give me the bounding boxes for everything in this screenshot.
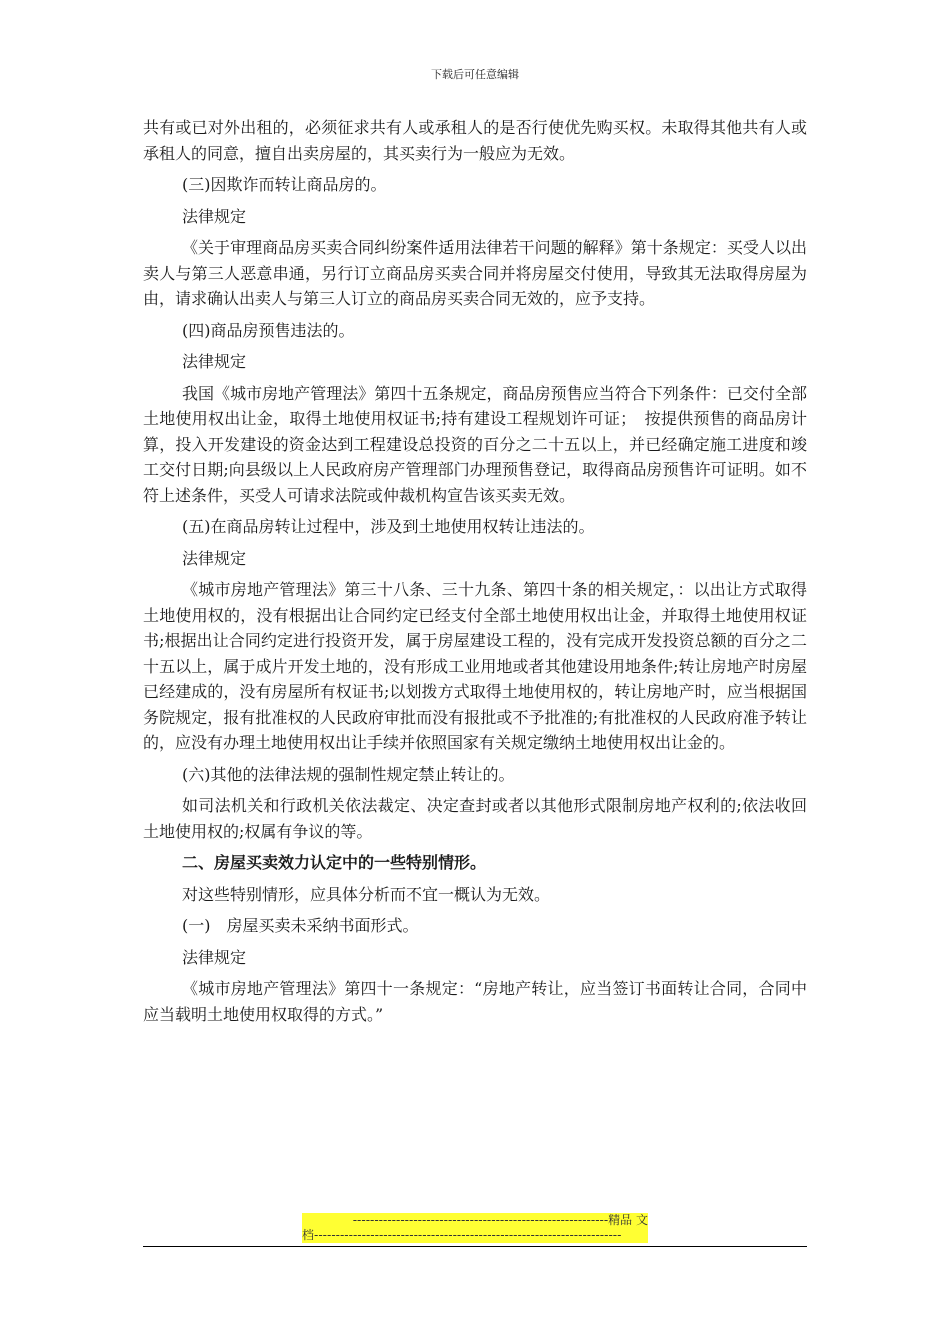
paragraph: (五)在商品房转让过程中，涉及到土地使用权转让违法的。 xyxy=(182,517,595,536)
footer-watermark-line: -----------------------------------------------------------精品 文 xyxy=(302,1213,648,1228)
paragraph: 法律规定 xyxy=(182,206,247,226)
footer-watermark-line: 档----------------------------------------------------------------------- xyxy=(302,1228,648,1243)
paragraph: 如司法机关和行政机关依法裁定、决定查封或者以其他形式限制房地产权利的;依法收回土地使用权的;权属有争议的等。 xyxy=(143,796,807,841)
footer-watermark xyxy=(302,1213,648,1243)
document-body xyxy=(143,115,807,1033)
paragraph: (六)其他的法律法规的强制性规定禁止转让的。 xyxy=(182,764,515,784)
paragraph: (四)商品房预售违法的。 xyxy=(182,320,355,340)
paragraph: (三)因欺诈而转让商品房的。 xyxy=(182,175,387,194)
paragraph: 法律规定 xyxy=(182,548,247,568)
paragraph: 《城市房地产管理法》第四十一条规定：“房地产转让，应当签订书面转让合同，合同中应当载明土地使用权取得的方式。” xyxy=(143,979,807,1024)
paragraph: (一) 房屋买卖未采纳书面形式。 xyxy=(182,916,419,935)
paragraph: 我国《城市房地产管理法》第四十五条规定，商品房预售应当符合下列条件：已交付全部土地使用权出让金，取得土地使用权证书;持有建设工程规划许可证； 按提供预售的商品房计算，投入开发建设的资金达到工程建设总投资的百分之二十五以上，并已经确定施工进度和竣工交付日期;向县级以上人民政府房产管理部门办理预售登记，取得商品房预售许可证明。如不符上述条件，买受人可请求法院或仲裁机构宣告该买卖无效。 xyxy=(143,383,807,505)
paragraph: 法律规定 xyxy=(182,947,247,967)
page-header: 下载后可任意编辑 xyxy=(431,68,519,81)
paragraph: 对这些特别情形，应具体分析而不宜一概认为无效。 xyxy=(182,884,551,904)
footer-divider xyxy=(143,1246,807,1247)
section-heading: 二、房屋买卖效力认定中的一些特别情形。 xyxy=(182,853,487,872)
paragraph: 法律规定 xyxy=(182,352,247,371)
paragraph: 《关于审理商品房买卖合同纠纷案件适用法律若干问题的解释》第十条规定：买受人以出卖人与第三人恶意串通，另行订立商品房买卖合同并将房屋交付使用，导致其无法取得房屋为由，请求确认出卖人与第三人订立的商品房买卖合同无效的，应予支持。 xyxy=(143,238,807,308)
paragraph: 共有或已对外出租的，必须征求共有人或承租人的是否行使优先购买权。未取得其他共有人或承租人的同意，擅自出卖房屋的，其买卖行为一般应为无效。 xyxy=(143,118,807,163)
paragraph: 《城市房地产管理法》第三十八条、三十九条、第四十条的相关规定，：以出让方式取得土地使用权的，没有根据出让合同约定已经支付全部土地使用权出让金，并取得土地使用权证书;根据出让合同约定进行投资开发，属于房屋建设工程的，没有完成开发投资总额的百分之二十五以上，属于成片开发土地的，没有形成工业用地或者其他建设用地条件;转让房地产时房屋已经建成的，没有房屋所有权证书;以划拨方式取得土地使用权的，转让房地产时，应当根据国务院规定，报有批准权的人民政府审批而没有报批或不予批准的;有批准权的人民政府准予转让的，应没有办理土地使用权出让手续并依照国家有关规定缴纳土地使用权出让金的。 xyxy=(143,580,807,752)
